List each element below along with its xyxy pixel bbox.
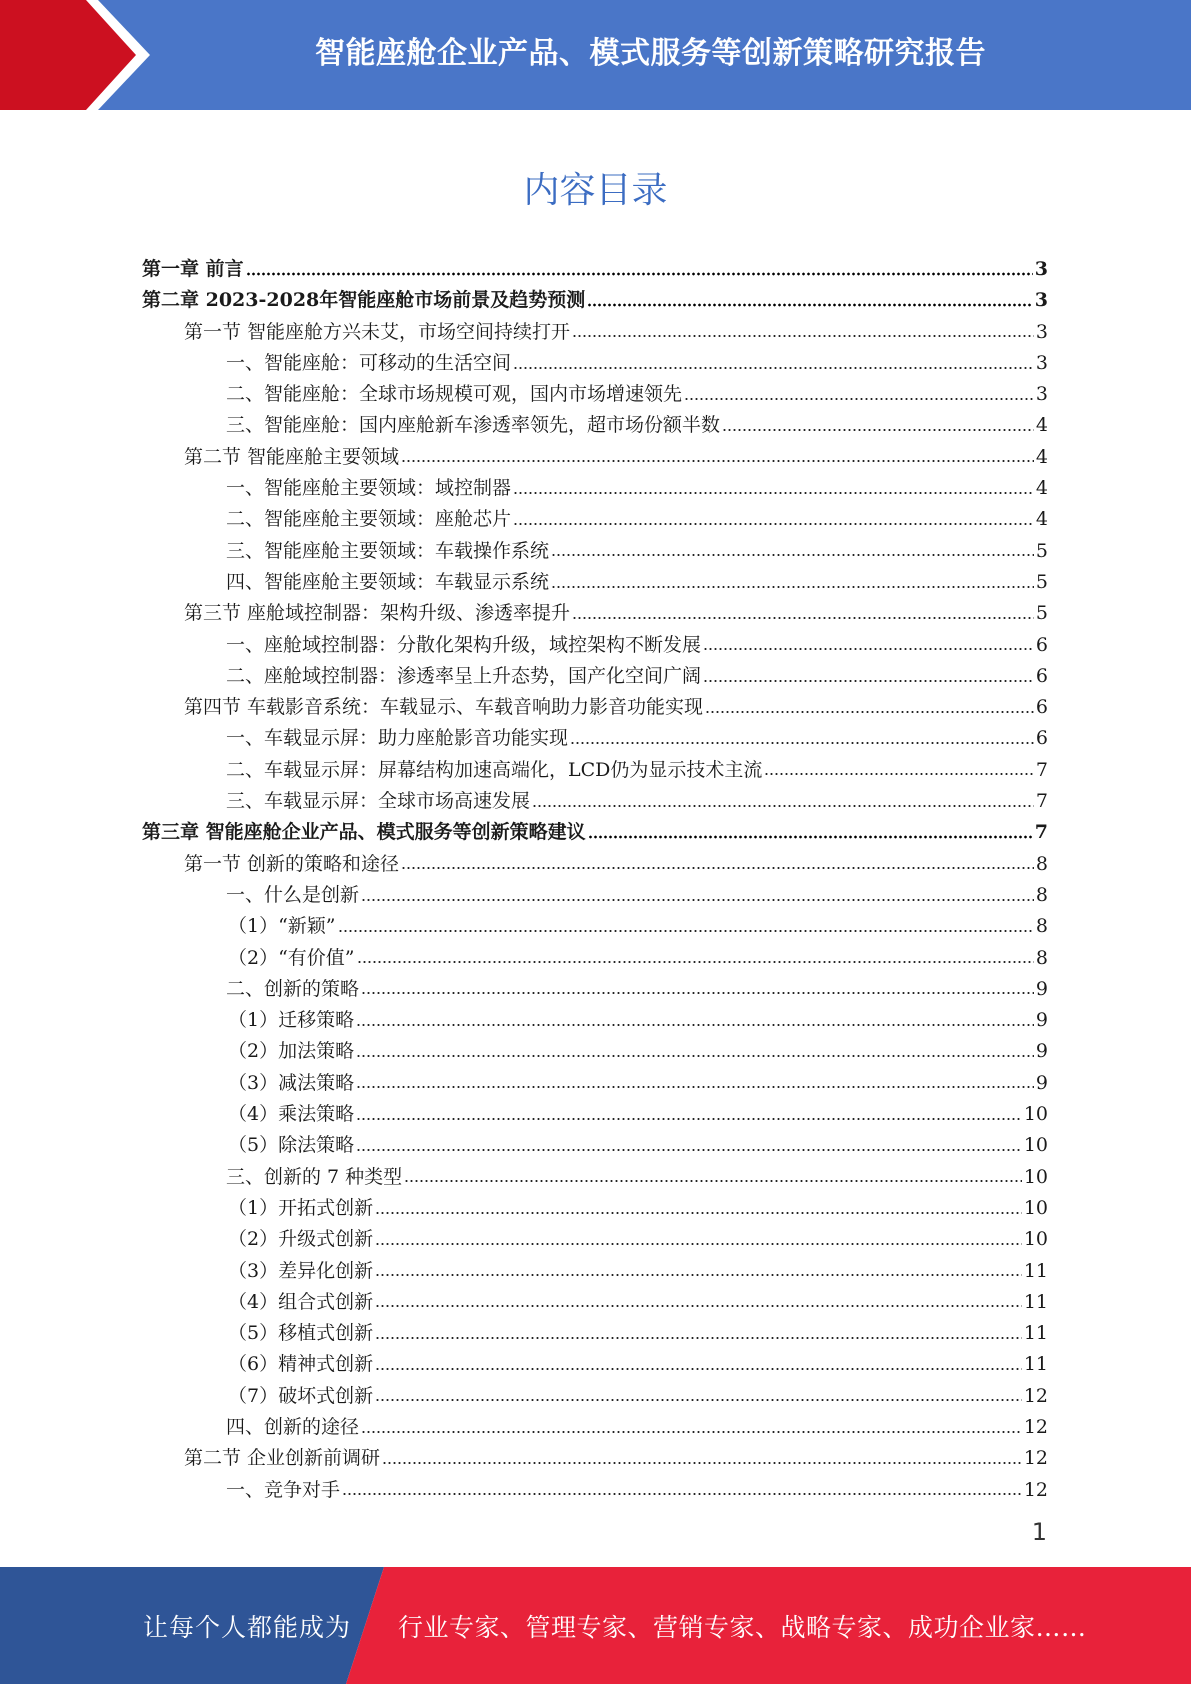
toc-entry[interactable] (142, 254, 1048, 285)
page-number: 1 (1031, 1518, 1047, 1546)
toc-entry[interactable] (142, 1036, 1048, 1067)
toc-entry-label: （6）精神式创新 (228, 1353, 374, 1376)
toc-entry[interactable] (142, 786, 1048, 817)
toc-entry-page: 9 (1035, 1071, 1048, 1094)
toc-entry-label: （5）除法策略 (228, 1134, 355, 1157)
toc-entry-page: 7 (1035, 790, 1048, 813)
toc-entry-label: 第三章 智能座舱企业产品、模式服务等创新策略建议 (142, 821, 586, 844)
toc-entry-page: 10 (1023, 1165, 1048, 1188)
report-title: 智能座舱企业产品、模式服务等创新策略研究报告 (315, 36, 986, 71)
toc-dot-leader (703, 644, 1034, 654)
toc-entry-label: （2）加法策略 (228, 1040, 355, 1063)
toc-entry[interactable] (142, 1349, 1048, 1380)
toc-entry-label: 一、什么是创新 (226, 883, 360, 906)
toc-dot-leader (551, 582, 1034, 592)
toc-entry[interactable] (142, 1256, 1048, 1287)
toc-dot-leader (375, 1239, 1022, 1249)
toc-entry-page: 6 (1035, 633, 1048, 656)
toc-dot-leader (532, 801, 1034, 811)
toc-entry-page: 6 (1035, 696, 1048, 719)
toc-entry[interactable] (142, 317, 1048, 348)
toc-dot-leader (375, 1364, 1022, 1374)
toc-entry-page: 10 (1023, 1228, 1048, 1251)
toc-entry-label: 一、智能座舱：可移动的生活空间 (226, 351, 512, 374)
toc-entry-page: 11 (1023, 1290, 1048, 1313)
toc-entry[interactable] (142, 1318, 1048, 1349)
toc-entry[interactable] (142, 1381, 1048, 1412)
toc-entry[interactable] (142, 723, 1048, 754)
toc-entry-page: 12 (1023, 1478, 1048, 1501)
toc-entry-label: 第一节 创新的策略和途径 (184, 852, 400, 875)
toc-dot-leader (513, 519, 1034, 529)
toc-entry[interactable] (142, 1443, 1048, 1474)
toc-entry[interactable] (142, 442, 1048, 473)
toc-entry-page: 11 (1023, 1259, 1048, 1282)
toc-dot-leader (356, 1114, 1022, 1124)
table-of-contents (142, 254, 1048, 1506)
toc-entry-page: 5 (1035, 539, 1048, 562)
toc-dot-leader (572, 331, 1034, 341)
toc-entry-label: （7）破坏式创新 (228, 1384, 374, 1407)
toc-entry[interactable] (142, 661, 1048, 692)
toc-dot-leader (361, 988, 1034, 998)
toc-dot-leader (703, 676, 1034, 686)
toc-dot-leader (404, 1176, 1022, 1186)
toc-dot-leader (356, 1020, 1034, 1030)
toc-entry-label: 二、车载显示屏：屏幕结构加速高端化，LCD仍为显示技术主流 (226, 758, 763, 781)
toc-entry[interactable] (142, 630, 1048, 661)
toc-entry[interactable] (142, 1224, 1048, 1255)
toc-dot-leader (551, 550, 1034, 560)
toc-entry-page: 3 (1035, 351, 1048, 374)
toc-entry-page: 10 (1023, 1196, 1048, 1219)
toc-dot-leader (401, 863, 1034, 873)
toc-entry-page: 12 (1023, 1415, 1048, 1438)
toc-entry[interactable] (142, 1099, 1048, 1130)
toc-dot-leader (342, 1489, 1022, 1499)
toc-entry[interactable] (142, 1130, 1048, 1161)
toc-entry-label: （2）升级式创新 (228, 1228, 374, 1251)
toc-entry-label: 第三节 座舱域控制器：架构升级、渗透率提升 (184, 602, 571, 625)
toc-dot-leader (356, 1082, 1034, 1092)
toc-dot-leader (570, 738, 1034, 748)
toc-entry-label: 一、智能座舱主要领域：域控制器 (226, 477, 512, 500)
toc-entry-page: 8 (1035, 946, 1048, 969)
toc-entry-label: （1）“新颖” (228, 915, 336, 938)
toc-entry-page: 10 (1023, 1134, 1048, 1157)
toc-entry-page: 3 (1034, 258, 1048, 280)
toc-entry-label: 第一节 智能座舱方兴未艾，市场空间持续打开 (184, 320, 571, 343)
toc-entry[interactable] (142, 1412, 1048, 1443)
toc-dot-leader (375, 1395, 1022, 1405)
toc-dot-leader (513, 363, 1034, 373)
toc-dot-leader (356, 1145, 1022, 1155)
toc-entry[interactable] (142, 567, 1048, 598)
toc-entry[interactable] (142, 849, 1048, 880)
toc-dot-leader (357, 957, 1034, 967)
toc-entry-page: 12 (1023, 1384, 1048, 1407)
toc-entry-page: 4 (1035, 508, 1048, 531)
toc-dot-leader (722, 425, 1034, 435)
toc-entry-label: 一、座舱域控制器：分散化架构升级，域控架构不断发展 (226, 633, 702, 656)
toc-entry[interactable] (142, 379, 1048, 410)
footer-banner (0, 1567, 1191, 1684)
toc-entry-page: 12 (1023, 1447, 1048, 1470)
toc-entry-label: 第四节 车载影音系统：车载显示、车载音响助力影音功能实现 (184, 696, 704, 719)
toc-entry-label: （1）开拓式创新 (228, 1196, 374, 1219)
toc-entry[interactable] (142, 348, 1048, 379)
toc-entry[interactable] (142, 880, 1048, 911)
toc-entry[interactable] (142, 692, 1048, 723)
footer-slogan-left: 让每个人都能成为 (143, 1612, 352, 1642)
toc-entry-page: 9 (1035, 1009, 1048, 1032)
toc-entry-label: 二、智能座舱：全球市场规模可观，国内市场增速领先 (226, 383, 683, 406)
toc-entry-label: 一、竞争对手 (226, 1478, 341, 1501)
toc-dot-leader (338, 926, 1034, 936)
toc-entry[interactable] (142, 598, 1048, 629)
toc-dot-leader (375, 1270, 1022, 1280)
toc-entry-page: 3 (1034, 289, 1048, 312)
toc-entry-page: 5 (1035, 602, 1048, 625)
toc-dot-leader (572, 613, 1034, 623)
toc-entry-page: 11 (1023, 1322, 1048, 1345)
toc-entry-label: 三、创新的 7 种类型 (226, 1165, 403, 1188)
toc-dot-leader (705, 707, 1034, 717)
toc-entry-page: 5 (1035, 570, 1048, 593)
toc-entry-label: 第二节 企业创新前调研 (184, 1447, 381, 1470)
footer-slogan-right: 行业专家、管理专家、营销专家、战略专家、成功企业家…… (398, 1612, 1087, 1642)
toc-entry-label: （3）减法策略 (228, 1071, 355, 1094)
toc-entry-page: 4 (1035, 414, 1048, 437)
toc-entry-page: 7 (1035, 758, 1048, 781)
toc-entry[interactable] (142, 536, 1048, 567)
toc-entry-label: 二、智能座舱主要领域：座舱芯片 (226, 508, 512, 531)
toc-dot-leader (588, 832, 1033, 842)
toc-entry-page: 8 (1035, 852, 1048, 875)
toc-entry-label: 第二节 智能座舱主要领域 (184, 445, 400, 468)
toc-entry[interactable] (142, 1193, 1048, 1224)
toc-entry-page: 3 (1035, 383, 1048, 406)
toc-entry[interactable] (142, 473, 1048, 504)
toc-entry-label: 第一章 前言 (142, 258, 244, 280)
toc-entry[interactable] (142, 285, 1048, 316)
toc-entry-page: 9 (1035, 1040, 1048, 1063)
toc-dot-leader (401, 456, 1034, 466)
toc-dot-leader (513, 488, 1034, 498)
toc-entry-page: 11 (1023, 1353, 1048, 1376)
toc-entry[interactable] (142, 911, 1048, 942)
toc-dot-leader (361, 895, 1034, 905)
toc-entry-label: （4）组合式创新 (228, 1290, 374, 1313)
toc-entry-label: 三、车载显示屏：全球市场高速发展 (226, 790, 531, 813)
toc-entry-page: 9 (1035, 977, 1048, 1000)
toc-entry-label: 一、车载显示屏：助力座舱影音功能实现 (226, 727, 569, 750)
toc-entry[interactable] (142, 943, 1048, 974)
toc-dot-leader (375, 1208, 1022, 1218)
toc-entry-page: 6 (1035, 664, 1048, 687)
toc-entry-label: 二、座舱域控制器：渗透率呈上升态势，国产化空间广阔 (226, 664, 702, 687)
toc-entry-page: 4 (1035, 445, 1048, 468)
header-banner (0, 0, 1191, 110)
toc-entry[interactable] (142, 974, 1048, 1005)
toc-entry[interactable] (142, 410, 1048, 441)
toc-entry-page: 3 (1035, 320, 1048, 343)
toc-entry[interactable] (142, 504, 1048, 535)
toc-heading: 内容目录 (523, 170, 668, 211)
toc-entry-label: （4）乘法策略 (228, 1103, 355, 1126)
toc-entry-label: 四、智能座舱主要领域：车载显示系统 (226, 570, 550, 593)
toc-entry[interactable] (142, 755, 1048, 786)
toc-entry-label: 三、智能座舱主要领域：车载操作系统 (226, 539, 550, 562)
toc-entry-label: 三、智能座舱：国内座舱新车渗透率领先，超市场份额半数 (226, 414, 721, 437)
toc-entry-label: （5）移植式创新 (228, 1322, 374, 1345)
toc-entry[interactable] (142, 817, 1048, 848)
toc-entry-label: （2）“有价值” (228, 946, 355, 969)
toc-entry[interactable] (142, 1005, 1048, 1036)
toc-dot-leader (375, 1301, 1022, 1311)
toc-entry-page: 6 (1035, 727, 1048, 750)
toc-entry-label: （1）迁移策略 (228, 1009, 355, 1032)
toc-entry-label: 四、创新的途径 (226, 1415, 360, 1438)
toc-dot-leader (382, 1458, 1022, 1468)
toc-entry-label: 二、创新的策略 (226, 977, 360, 1000)
toc-entry[interactable] (142, 1287, 1048, 1318)
toc-entry-label: （3）差异化创新 (228, 1259, 374, 1282)
toc-entry-page: 7 (1034, 821, 1048, 844)
toc-dot-leader (684, 394, 1034, 404)
toc-entry-label: 第二章 2023-2028年智能座舱市场前景及趋势预测 (142, 289, 586, 312)
toc-entry-page: 10 (1023, 1103, 1048, 1126)
toc-entry[interactable] (142, 1068, 1048, 1099)
toc-entry-page: 4 (1035, 477, 1048, 500)
toc-entry[interactable] (142, 1475, 1048, 1506)
toc-dot-leader (587, 300, 1033, 310)
toc-dot-leader (361, 1427, 1022, 1437)
toc-entry-page: 8 (1035, 883, 1048, 906)
toc-entry[interactable] (142, 1162, 1048, 1193)
toc-entry-page: 8 (1035, 915, 1048, 938)
toc-dot-leader (246, 269, 1033, 279)
toc-dot-leader (356, 1051, 1034, 1061)
toc-dot-leader (764, 769, 1034, 779)
toc-dot-leader (375, 1333, 1022, 1343)
